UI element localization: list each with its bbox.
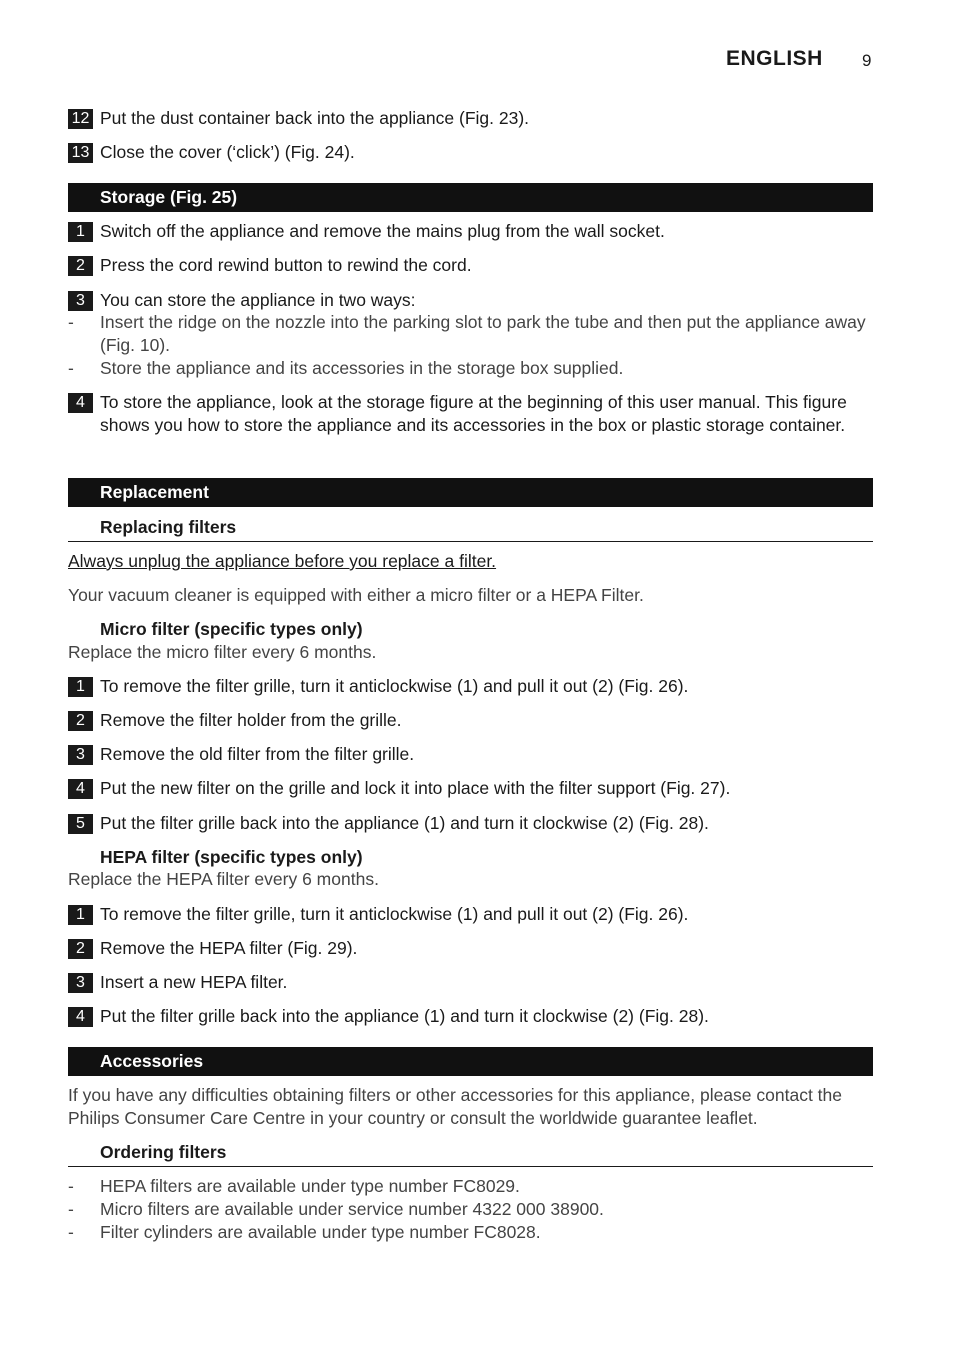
step-text: Close the cover (‘click’) (Fig. 24). <box>100 142 355 162</box>
step-text: Remove the old filter from the filter grille. <box>100 744 415 764</box>
subheading-replacing-filters <box>68 516 873 542</box>
step-item <box>68 107 873 130</box>
list-item-text: Micro filters are available under service number 4322 000 38900. <box>100 1199 604 1219</box>
intro-text: Your vacuum cleaner is equipped with either a micro filter or a HEPA Filter. <box>68 585 644 605</box>
step-number: 13 <box>68 143 93 163</box>
step-text: Put the dust container back into the appliance (Fig. 23). <box>100 108 530 128</box>
step-text: You can store the appliance in two ways: <box>100 290 416 310</box>
step-number: 2 <box>68 256 93 276</box>
step-text: To store the appliance, look at the storage figure at the beginning of this user manual. This figure shows you how to store the appliance and its accessories in the box or plastic storage container. <box>100 392 847 435</box>
section-title: Replacement <box>100 482 209 502</box>
hepa-filter-heading: HEPA filter (specific types only) <box>100 847 363 867</box>
step-text: Remove the filter holder from the grille. <box>100 710 402 730</box>
accessories-intro: If you have any difficulties obtaining filters or other accessories for this appliance, please contact the Philips Consumer Care Centre in your country or consult the worldwide guarantee leaflet. <box>68 1085 842 1128</box>
page-number: 9 <box>862 51 872 70</box>
step-number: 1 <box>68 905 93 925</box>
step-number: 1 <box>68 677 93 697</box>
list-item <box>68 1175 873 1198</box>
list-item-text: HEPA filters are available under type number FC8029. <box>100 1176 520 1196</box>
step-item <box>68 220 873 243</box>
step-item <box>68 937 873 960</box>
hepa-filter-note: Replace the HEPA filter every 6 months. <box>68 869 379 889</box>
warning-underlined: Always unplug the appliance before you replace a filter. <box>68 551 497 571</box>
step-item <box>68 391 873 437</box>
step-item <box>68 971 873 994</box>
step-number: 2 <box>68 711 93 731</box>
list-item-text: Filter cylinders are available under type number FC8028. <box>100 1222 541 1242</box>
list-item <box>68 1221 873 1244</box>
micro-filter-note: Replace the micro filter every 6 months. <box>68 642 377 662</box>
step-number: 3 <box>68 973 93 993</box>
list-item-text: Store the appliance and its accessories in the storage box supplied. <box>100 358 624 378</box>
step-text: Put the new filter on the grille and lock it into place with the filter support (Fig. 27). <box>100 778 731 798</box>
step-text: To remove the filter grille, turn it anticlockwise (1) and pull it out (2) (Fig. 26). <box>100 676 689 696</box>
step-number: 3 <box>68 745 93 765</box>
step-item <box>68 1005 873 1028</box>
step-item <box>68 812 873 835</box>
step-item <box>68 709 873 732</box>
section-title: Storage (Fig. 25) <box>100 187 238 207</box>
step-number: 1 <box>68 222 93 242</box>
bullet-dash: - <box>68 358 74 378</box>
bullet-dash: - <box>68 1222 74 1242</box>
step-item <box>68 777 873 800</box>
section-bar-accessories <box>68 1047 873 1076</box>
step-item <box>68 254 873 277</box>
list-item <box>68 357 873 380</box>
step-item <box>68 141 873 164</box>
step-number: 3 <box>68 291 93 311</box>
step-text: Put the filter grille back into the appliance (1) and turn it clockwise (2) (Fig. 28). <box>100 813 709 833</box>
step-text: Insert a new HEPA filter. <box>100 972 288 992</box>
step-text: Switch off the appliance and remove the mains plug from the wall socket. <box>100 221 665 241</box>
step-item <box>68 675 873 698</box>
step-item <box>68 289 873 312</box>
section-bar-replacement <box>68 478 873 507</box>
warning-text <box>68 550 873 573</box>
step-number: 4 <box>68 393 93 413</box>
bullet-dash: - <box>68 1199 74 1219</box>
step-text: Put the filter grille back into the appliance (1) and turn it clockwise (2) (Fig. 28). <box>100 1006 709 1026</box>
step-number: 4 <box>68 779 93 799</box>
section-title: Accessories <box>100 1051 204 1071</box>
step-number: 5 <box>68 814 93 834</box>
step-item <box>68 903 873 926</box>
step-text: Remove the HEPA filter (Fig. 29). <box>100 938 358 958</box>
list-item-text: Insert the ridge on the nozzle into the parking slot to park the tube and then put the appliance away (Fig. 10). <box>100 312 866 355</box>
list-item <box>68 1198 873 1221</box>
section-bar-storage <box>68 183 873 212</box>
step-number: 12 <box>68 109 93 129</box>
list-item <box>68 311 873 357</box>
step-text: Press the cord rewind button to rewind the cord. <box>100 255 472 275</box>
step-item <box>68 743 873 766</box>
step-number: 4 <box>68 1007 93 1027</box>
bullet-dash: - <box>68 1176 74 1196</box>
subheading-text: Replacing filters <box>100 517 237 537</box>
subheading-text: Ordering filters <box>100 1142 227 1162</box>
micro-filter-heading: Micro filter (specific types only) <box>100 619 363 639</box>
step-text: To remove the filter grille, turn it anticlockwise (1) and pull it out (2) (Fig. 26). <box>100 904 689 924</box>
language-heading: ENGLISH <box>726 47 823 70</box>
bullet-dash: - <box>68 312 74 332</box>
step-number: 2 <box>68 939 93 959</box>
subheading-ordering-filters <box>68 1141 873 1167</box>
